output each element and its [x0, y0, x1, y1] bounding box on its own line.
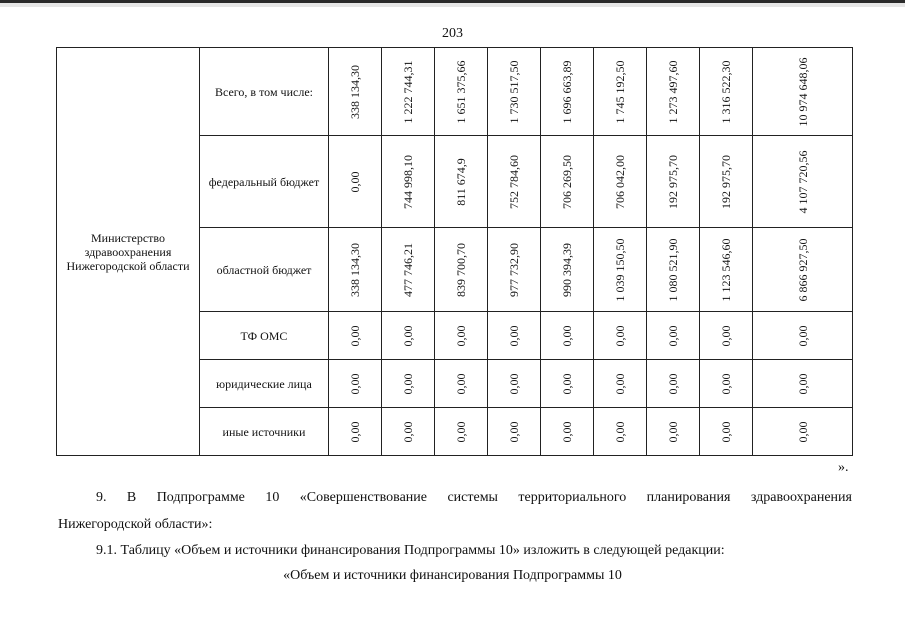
table-title: «Объем и источники финансирования Подпрограммы 10 [283, 568, 622, 583]
value-cell: 706 042,00 [594, 136, 647, 228]
value-cell: 1 039 150,50 [594, 228, 647, 312]
value-cell: 0,00 [435, 360, 488, 408]
value-cell: 1 745 192,50 [594, 48, 647, 136]
value-cell: 192 975,70 [700, 136, 753, 228]
value-cell: 0,00 [594, 312, 647, 360]
row-label: иные источники [200, 408, 329, 456]
value-cell: 0,00 [541, 312, 594, 360]
value-cell: 0,00 [488, 408, 541, 456]
row-label: юридические лица [200, 360, 329, 408]
paragraph-9-1: 9.1. Таблицу «Объем и источники финансирования Подпрограммы 10» изложить в следующей редакции: [96, 543, 725, 558]
row-label: ТФ ОМС [200, 312, 329, 360]
closing-quote: ». [838, 460, 849, 475]
paragraph-9-continuation: Нижегородской области»: [58, 517, 213, 532]
table-row [57, 48, 853, 136]
value-cell: 1 222 744,31 [382, 48, 435, 136]
row-label: областной бюджет [200, 228, 329, 312]
organization-cell: Министерство здравоохранения Нижегородской области [57, 48, 200, 456]
value-cell: 338 134,30 [329, 228, 382, 312]
value-cell: 0,00 [594, 408, 647, 456]
value-cell: 744 998,10 [382, 136, 435, 228]
value-cell: 839 700,70 [435, 228, 488, 312]
value-cell: 0,00 [382, 408, 435, 456]
page-number: 203 [442, 26, 463, 41]
value-cell: 1 123 546,60 [700, 228, 753, 312]
value-cell: 1 080 521,90 [647, 228, 700, 312]
financing-table [56, 47, 853, 456]
value-cell: 0,00 [700, 360, 753, 408]
value-cell: 1 273 497,60 [647, 48, 700, 136]
value-cell: 752 784,60 [488, 136, 541, 228]
value-cell: 0,00 [382, 312, 435, 360]
value-cell: 0,00 [382, 360, 435, 408]
value-cell: 0,00 [753, 312, 853, 360]
value-cell: 0,00 [329, 408, 382, 456]
value-cell: 0,00 [435, 312, 488, 360]
value-cell: 192 975,70 [647, 136, 700, 228]
value-cell: 1 651 375,66 [435, 48, 488, 136]
value-cell: 0,00 [488, 312, 541, 360]
value-cell: 0,00 [647, 312, 700, 360]
value-cell: 0,00 [488, 360, 541, 408]
scan-shadow [0, 3, 905, 7]
value-cell: 1 316 522,30 [700, 48, 753, 136]
value-cell: 706 269,50 [541, 136, 594, 228]
value-cell: 0,00 [541, 408, 594, 456]
value-cell: 0,00 [753, 408, 853, 456]
value-cell: 0,00 [329, 312, 382, 360]
value-cell: 0,00 [753, 360, 853, 408]
value-cell: 6 866 927,50 [753, 228, 853, 312]
value-cell: 0,00 [435, 408, 488, 456]
value-cell: 811 674,9 [435, 136, 488, 228]
value-cell: 1 730 517,50 [488, 48, 541, 136]
value-cell: 0,00 [647, 360, 700, 408]
value-cell: 0,00 [541, 360, 594, 408]
value-cell: 977 732,90 [488, 228, 541, 312]
value-cell: 338 134,30 [329, 48, 382, 136]
row-label: федеральный бюджет [200, 136, 329, 228]
paragraph-9: 9. В Подпрограмме 10 «Совершенствование системы территориального планирования здравоохранения [96, 490, 852, 505]
value-cell: 0,00 [329, 360, 382, 408]
value-cell: 0,00 [647, 408, 700, 456]
value-cell: 0,00 [700, 408, 753, 456]
value-cell: 1 696 663,89 [541, 48, 594, 136]
value-cell: 477 746,21 [382, 228, 435, 312]
value-cell: 0,00 [700, 312, 753, 360]
value-cell: 0,00 [329, 136, 382, 228]
value-cell: 990 394,39 [541, 228, 594, 312]
value-cell: 4 107 720,56 [753, 136, 853, 228]
row-label: Всего, в том числе: [200, 48, 329, 136]
value-cell: 10 974 648,06 [753, 48, 853, 136]
value-cell: 0,00 [594, 360, 647, 408]
